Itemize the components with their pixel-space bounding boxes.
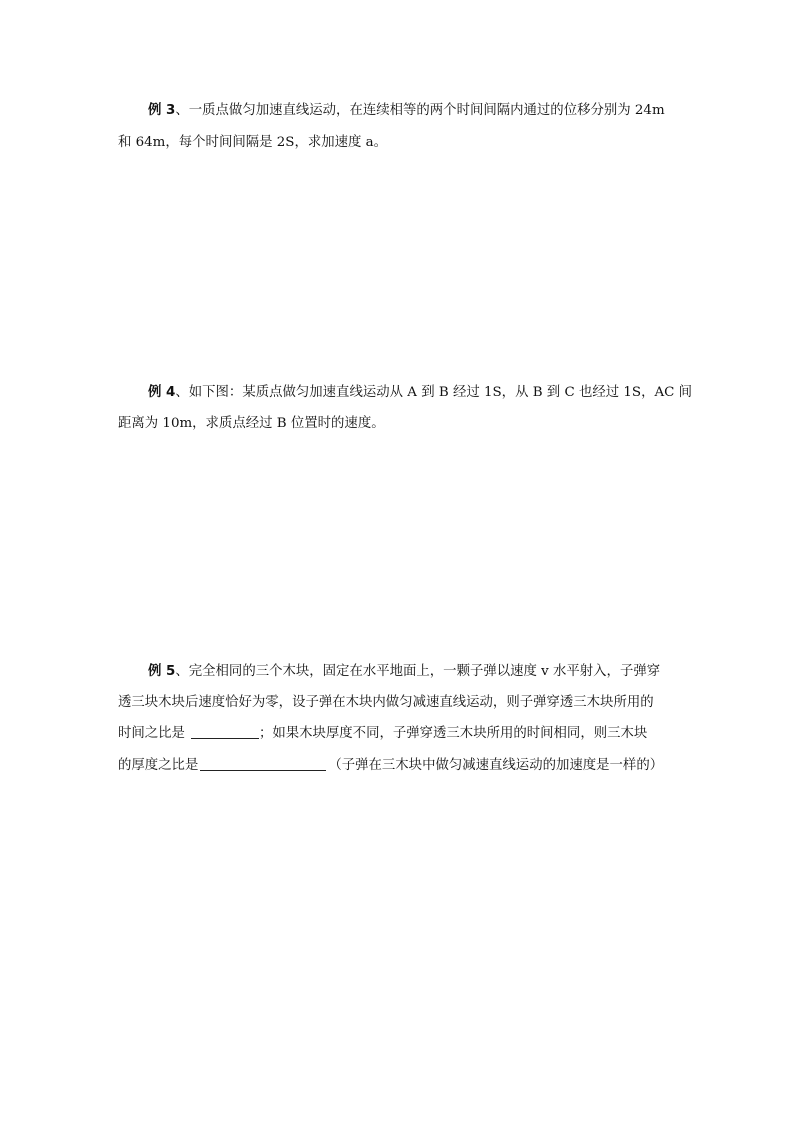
problem-4-line-1 <box>148 382 708 404</box>
problem-5-text-4a: 的厚度之比是 <box>118 758 199 773</box>
problem-5-text-1: 、完全相同的三个木块，固定在水平地面上，一颗子弹以速度 v 水平射入，子弹穿 <box>175 664 661 679</box>
problem-4-text-2: 距离为 10m，求质点经过 B 位置时的速度。 <box>118 416 385 431</box>
problem-5-text-4b: （子弹在三木块中做匀减速直线运动的加速度是一样的） <box>328 758 664 773</box>
problem-5-line-2 <box>118 692 678 714</box>
problem-4-label: 例 4 <box>148 385 176 400</box>
problem-5-line-3 <box>118 723 678 745</box>
problem-5-line-1 <box>148 661 708 683</box>
problem-4-text-1: 、如下图：某质点做匀加速直线运动从 A 到 B 经过 1S，从 B 到 C 也经过 1S，AC 间 <box>175 385 693 400</box>
problem-3-line-2 <box>118 132 678 154</box>
problem-3-line-1 <box>148 100 708 122</box>
problem-5-label: 例 5 <box>148 664 176 679</box>
problem-5-line-4 <box>118 755 678 777</box>
problem-4-line-2 <box>118 413 678 435</box>
problem-3-text-2: 和 64m，每个时间间隔是 2S，求加速度 a。 <box>118 135 388 150</box>
problem-3-label: 例 3 <box>148 103 176 118</box>
answer-blank-thickness-ratio[interactable] <box>200 756 326 771</box>
problem-5-text-2: 透三块木块后速度恰好为零，设子弹在木块内做匀减速直线运动，则子弹穿透三木块所用的 <box>118 695 654 710</box>
problem-5-text-3a: 时间之比是 <box>118 726 185 741</box>
problem-5-text-3b: ；如果木块厚度不同，子弹穿透三木块所用的时间相同，则三木块 <box>258 726 648 741</box>
problem-3-text-1: 、一质点做匀加速直线运动，在连续相等的两个时间间隔内通过的位移分别为 24m <box>175 103 665 118</box>
answer-blank-time-ratio[interactable] <box>191 724 259 739</box>
